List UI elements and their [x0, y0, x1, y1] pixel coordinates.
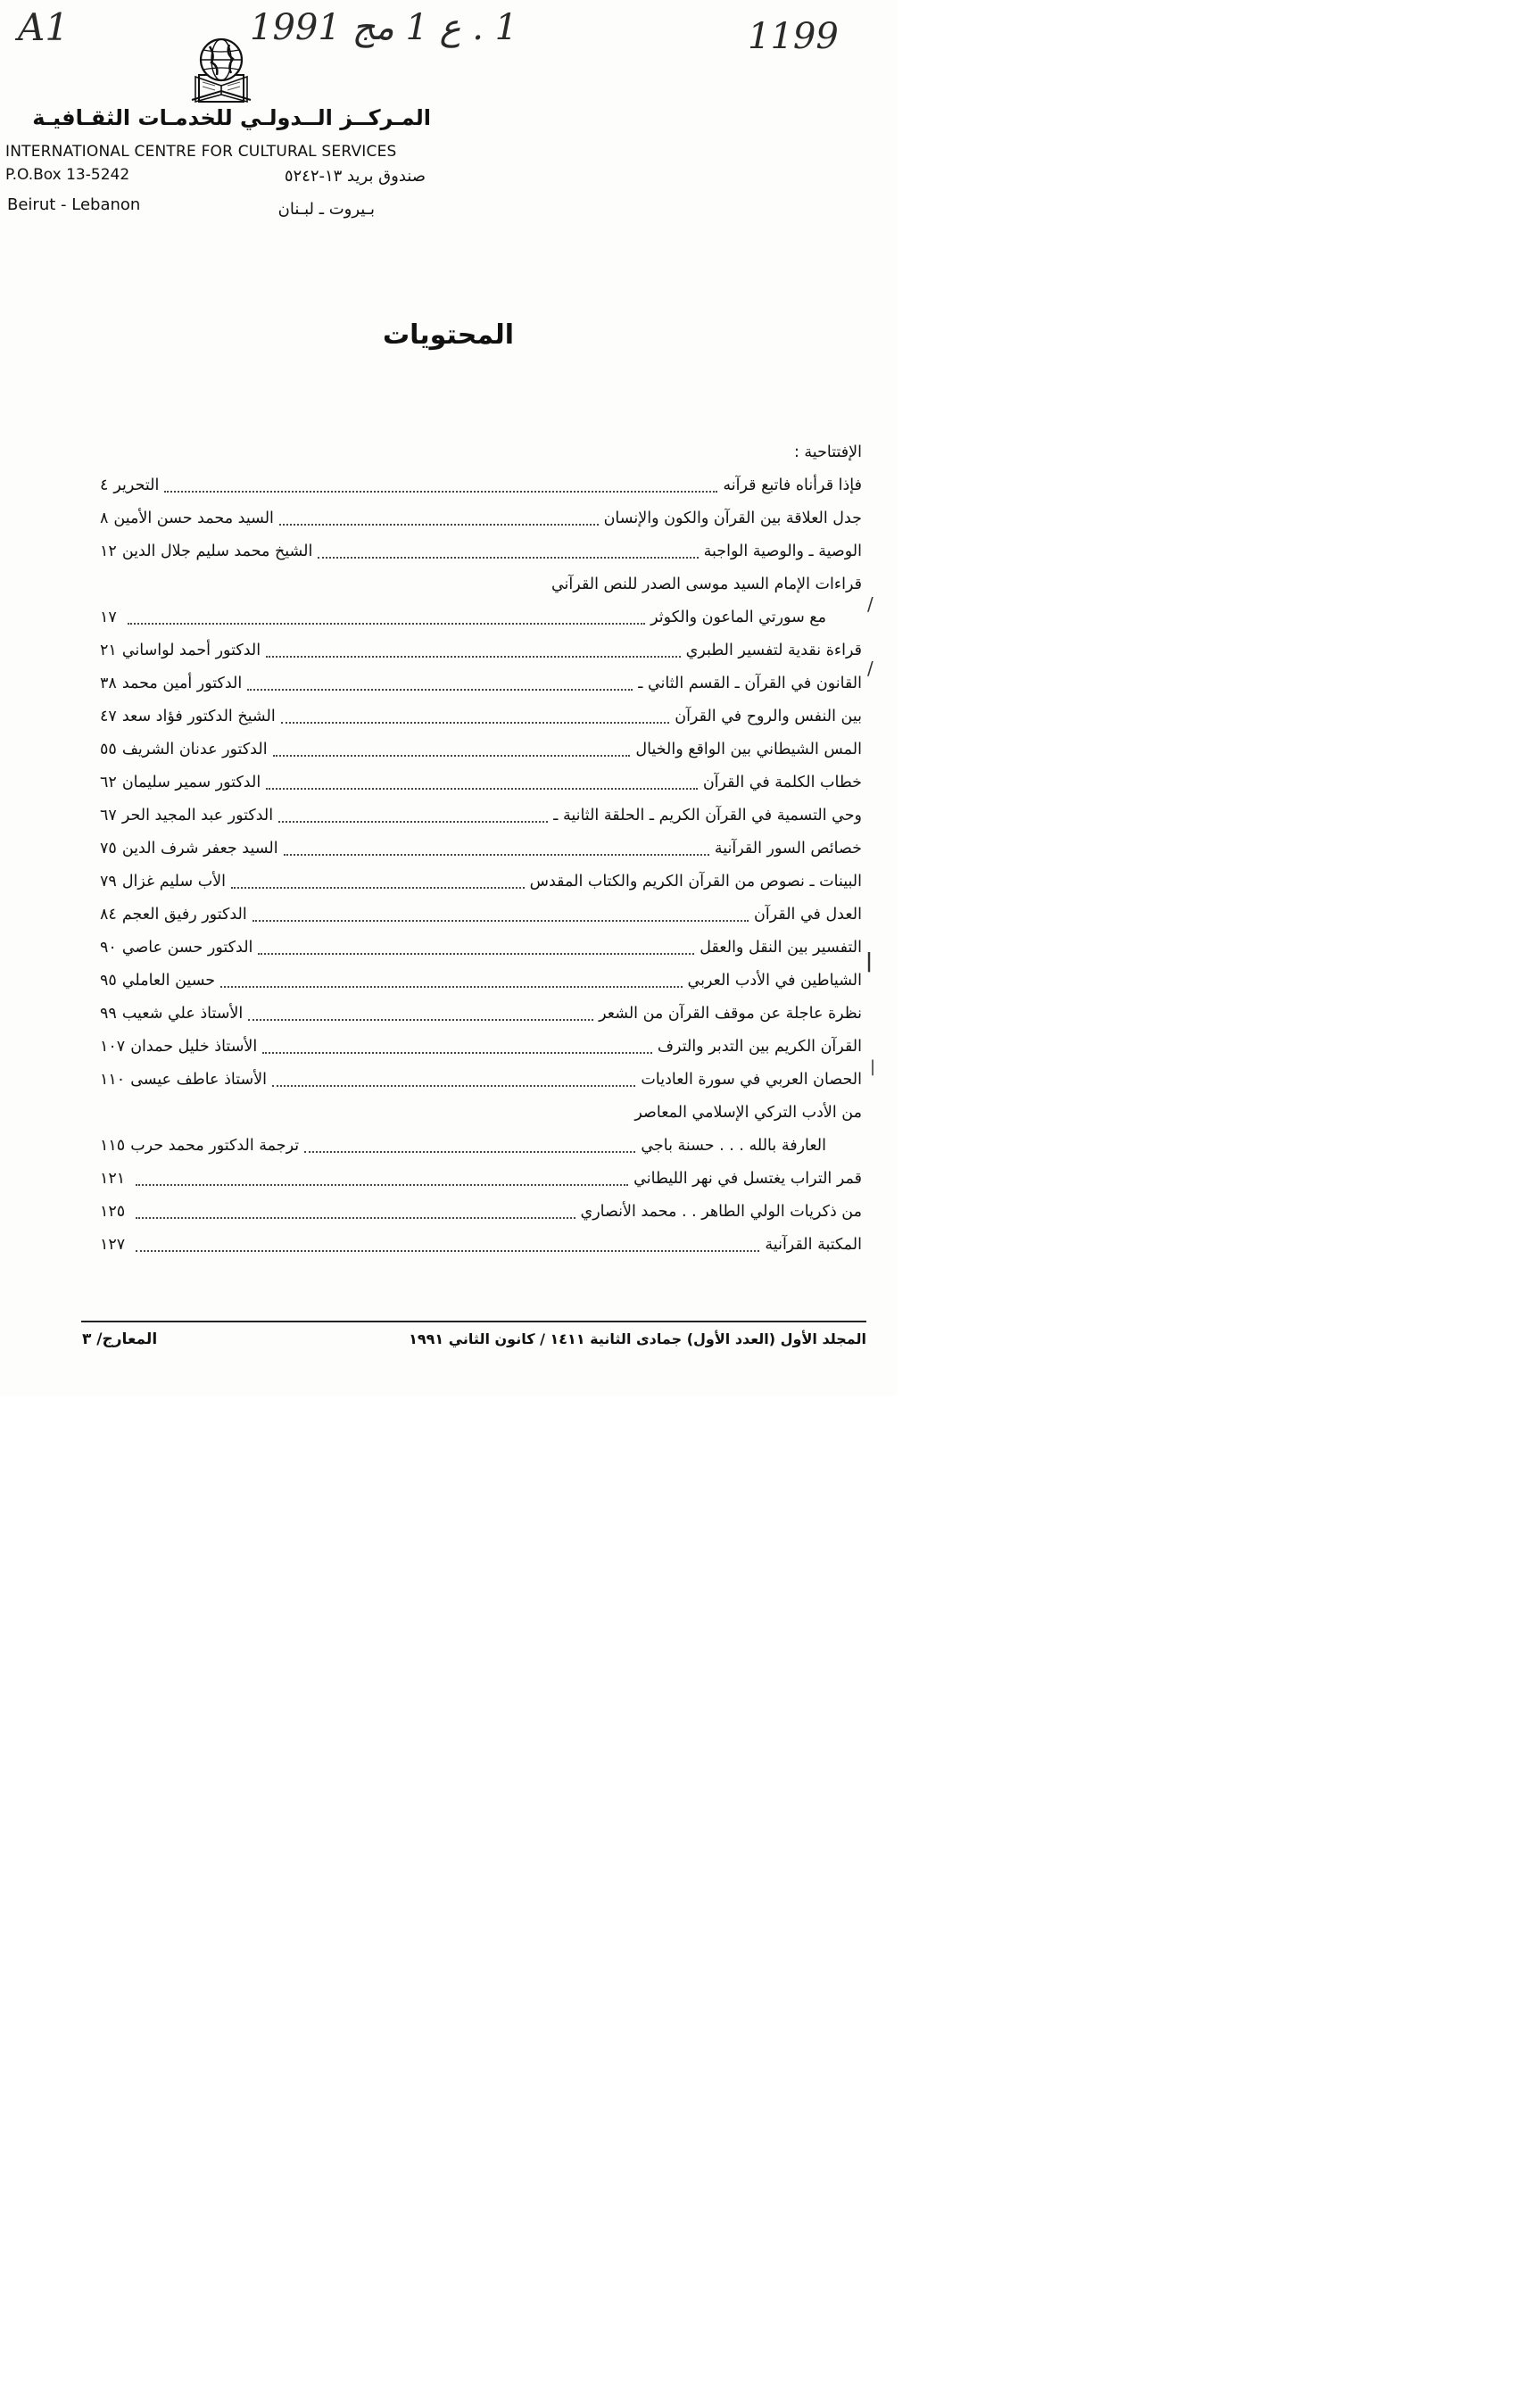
toc-entry-page: ٦٧	[100, 806, 117, 824]
toc-entry-title: القانون في القرآن ـ القسم الثاني ـ	[638, 674, 862, 692]
toc-entry	[100, 997, 862, 1030]
toc-entry-title: الإفتتاحية :	[793, 443, 862, 461]
toc-entry-title: التفسير بين النقل والعقل	[700, 938, 862, 957]
toc-entry-title: من ذكريات الولي الطاهر . . محمد الأنصاري	[580, 1202, 862, 1221]
toc-entry-title: مع سورتي الماعون والكوثر	[650, 608, 826, 626]
toc-entry-author: السيد محمد حسن الأمين	[113, 509, 274, 527]
toc-entry-page: ١٢١	[100, 1169, 126, 1188]
toc-entry-author: الدكتور سمير سليمان	[121, 773, 261, 791]
toc-entry	[100, 1129, 862, 1162]
document-page	[0, 0, 897, 1396]
toc-entry	[100, 1030, 862, 1063]
toc-entry	[100, 1162, 862, 1195]
footer-issue: المجلد الأول (العدد الأول) جمادى الثانية ١٤١١ / كانون الثاني ١٩٩١	[409, 1330, 866, 1347]
dot-leader	[231, 886, 525, 889]
city-arabic: بـيروت ـ لبـنان	[277, 200, 375, 219]
dot-leader	[128, 622, 645, 625]
dot-leader	[273, 754, 631, 757]
dot-leader	[258, 952, 694, 955]
city-english: Beirut - Lebanon	[7, 195, 141, 214]
handwritten-ref: A1	[18, 5, 70, 49]
toc-entry-author: التحرير	[113, 476, 160, 494]
toc-entry-title: فإذا قرأناه فاتبع قرآنه	[723, 476, 862, 494]
toc-entry-author: حسين العاملي	[121, 971, 216, 990]
handwritten-number: 1199	[748, 16, 839, 57]
toc-entry-author: الدكتور أحمد لواساني	[121, 641, 261, 659]
toc-entry-page: ١٠٧	[100, 1037, 126, 1056]
toc-entry-author: الدكتور حسن عاصي	[121, 938, 253, 957]
toc-entry	[100, 601, 862, 634]
table-of-contents	[100, 435, 862, 1261]
toc-entry	[100, 865, 862, 898]
toc-entry	[100, 501, 862, 534]
toc-entry-page: ٤	[100, 476, 109, 494]
toc-entry	[100, 733, 862, 766]
toc-entry-title: قراءة نقدية لتفسير الطبري	[685, 641, 862, 659]
toc-entry-page: ٩٩	[100, 1004, 117, 1023]
page-title: المحتويات	[382, 319, 514, 351]
margin-mark: /	[867, 593, 873, 615]
toc-section-heading	[100, 1096, 862, 1129]
toc-entry	[100, 964, 862, 997]
footer-page-ref: المعارج/ ٣	[82, 1330, 158, 1348]
toc-entry-author: الأستاذ عاطف عيسى	[130, 1070, 267, 1089]
toc-entry-title: قراءات الإمام السيد موسى الصدر للنص القرآني	[551, 575, 862, 593]
toc-entry	[100, 634, 862, 667]
toc-entry-author: الشيخ الدكتور فؤاد سعد	[121, 707, 276, 725]
toc-entry-title: الحصان العربي في سورة العاديات	[641, 1070, 862, 1089]
toc-entry-title: القرآن الكريم بين التدبر والترف	[657, 1037, 862, 1056]
toc-entry-page: ٥٥	[100, 740, 117, 758]
margin-mark: |	[865, 950, 873, 973]
toc-entry-title: العارفة بالله . . . حسنة باجي	[641, 1136, 826, 1155]
toc-entry-page: ٨	[100, 509, 109, 527]
dot-leader	[281, 721, 669, 724]
footer-rule	[81, 1321, 866, 1322]
toc-entry	[100, 700, 862, 733]
toc-section-heading	[100, 568, 862, 601]
centre-logo	[183, 36, 260, 105]
toc-entry-title: البينات ـ نصوص من القرآن الكريم والكتاب المقدس	[529, 872, 862, 891]
dot-leader	[279, 523, 599, 526]
dot-leader	[262, 1051, 652, 1054]
dot-leader	[248, 1018, 593, 1021]
pobox-english: P.O.Box 13-5242	[5, 166, 130, 184]
dot-leader	[253, 919, 749, 922]
toc-entry	[100, 931, 862, 964]
dot-leader	[304, 1150, 635, 1153]
toc-entry-author: السيد جعفر شرف الدين	[121, 839, 278, 858]
toc-entry	[100, 667, 862, 700]
toc-entry-title: المس الشيطاني بين الواقع والخيال	[635, 740, 862, 758]
centre-name-arabic: المـركــز الــدولـي للخدمـات الثقـافيـة	[32, 105, 431, 130]
dot-leader	[136, 1216, 575, 1219]
toc-entry-author: الدكتور أمين محمد	[121, 674, 243, 692]
toc-entry	[100, 799, 862, 832]
toc-entry-title: الوصية ـ والوصية الواجبة	[703, 542, 862, 560]
toc-entry-page: ١٢٧	[100, 1235, 126, 1254]
toc-entry-title: العدل في القرآن	[753, 905, 862, 924]
toc-entry-title: الشياطين في الأدب العربي	[687, 971, 862, 990]
toc-entry-title: خصائص السور القرآنية	[714, 839, 862, 858]
toc-entry-author: الأستاذ خليل حمدان	[130, 1037, 258, 1056]
toc-entry-title: من الأدب التركي الإسلامي المعاصر	[634, 1103, 862, 1122]
toc-entry-author: ترجمة الدكتور محمد حرب	[130, 1136, 300, 1155]
toc-entry-page: ٧٩	[100, 872, 117, 891]
toc-section-heading	[100, 435, 862, 468]
toc-entry-author: الدكتور عبد المجيد الحر	[121, 806, 274, 824]
toc-entry-title: بين النفس والروح في القرآن	[675, 707, 862, 725]
toc-entry-page: ١٢٥	[100, 1202, 126, 1221]
toc-entry-page: ٢١	[100, 641, 117, 659]
toc-entry-title: خطاب الكلمة في القرآن	[702, 773, 862, 791]
toc-entry	[100, 1228, 862, 1261]
dot-leader	[136, 1249, 759, 1252]
dot-leader	[266, 655, 681, 658]
toc-entry-title: قمر التراب يغتسل في نهر الليطاني	[633, 1169, 862, 1188]
margin-mark: |	[870, 1057, 876, 1076]
toc-entry-author: الأب سليم غزال	[121, 872, 227, 891]
toc-entry-page: ١٧	[100, 608, 117, 626]
dot-leader	[284, 853, 709, 856]
toc-entry-page: ٨٤	[100, 905, 117, 924]
toc-entry-page: ١٢	[100, 542, 117, 560]
dot-leader	[266, 787, 698, 790]
pobox-arabic: صندوق بريد ١٣-٥٢٤٢	[284, 167, 426, 186]
dot-leader	[136, 1183, 628, 1186]
centre-name-english: INTERNATIONAL CENTRE FOR CULTURAL SERVICES	[5, 143, 397, 161]
toc-entry	[100, 1195, 862, 1228]
toc-entry-page: ٩٠	[100, 938, 117, 957]
toc-entry-title: المكتبة القرآنية	[765, 1235, 862, 1254]
toc-entry-page: ٦٢	[100, 773, 117, 791]
toc-entry	[100, 766, 862, 799]
dot-leader	[247, 688, 633, 691]
toc-entry-title: جدل العلاقة بين القرآن والكون والإنسان	[603, 509, 862, 527]
dot-leader	[318, 556, 698, 559]
dot-leader	[278, 820, 548, 823]
toc-entry-author: الشيخ محمد سليم جلال الدين	[121, 542, 313, 560]
toc-entry-page: ٤٧	[100, 707, 117, 725]
toc-entry-page: ٣٨	[100, 674, 117, 692]
toc-entry-author: الدكتور عدنان الشريف	[121, 740, 268, 758]
toc-entry	[100, 898, 862, 931]
toc-entry-page: ٧٥	[100, 839, 117, 858]
handwritten-code: 1 . ع 1 مج 1991	[250, 7, 518, 48]
dot-leader	[220, 985, 682, 988]
toc-entry	[100, 1063, 862, 1096]
toc-entry-author: الأستاذ علي شعيب	[121, 1004, 244, 1023]
toc-entry-page: ١١٥	[100, 1136, 126, 1155]
toc-entry-page: ٩٥	[100, 971, 117, 990]
dot-leader	[272, 1084, 635, 1087]
toc-entry-title: وحي التسمية في القرآن الكريم ـ الحلقة الثانية ـ	[553, 806, 862, 824]
toc-entry-title: نظرة عاجلة عن موقف القرآن من الشعر	[599, 1004, 862, 1023]
toc-entry	[100, 534, 862, 568]
toc-entry-author: الدكتور رفيق العجم	[121, 905, 247, 924]
toc-entry	[100, 832, 862, 865]
toc-entry-page: ١١٠	[100, 1070, 126, 1089]
toc-entry	[100, 468, 862, 501]
dot-leader	[164, 490, 717, 493]
margin-mark: /	[867, 658, 873, 679]
